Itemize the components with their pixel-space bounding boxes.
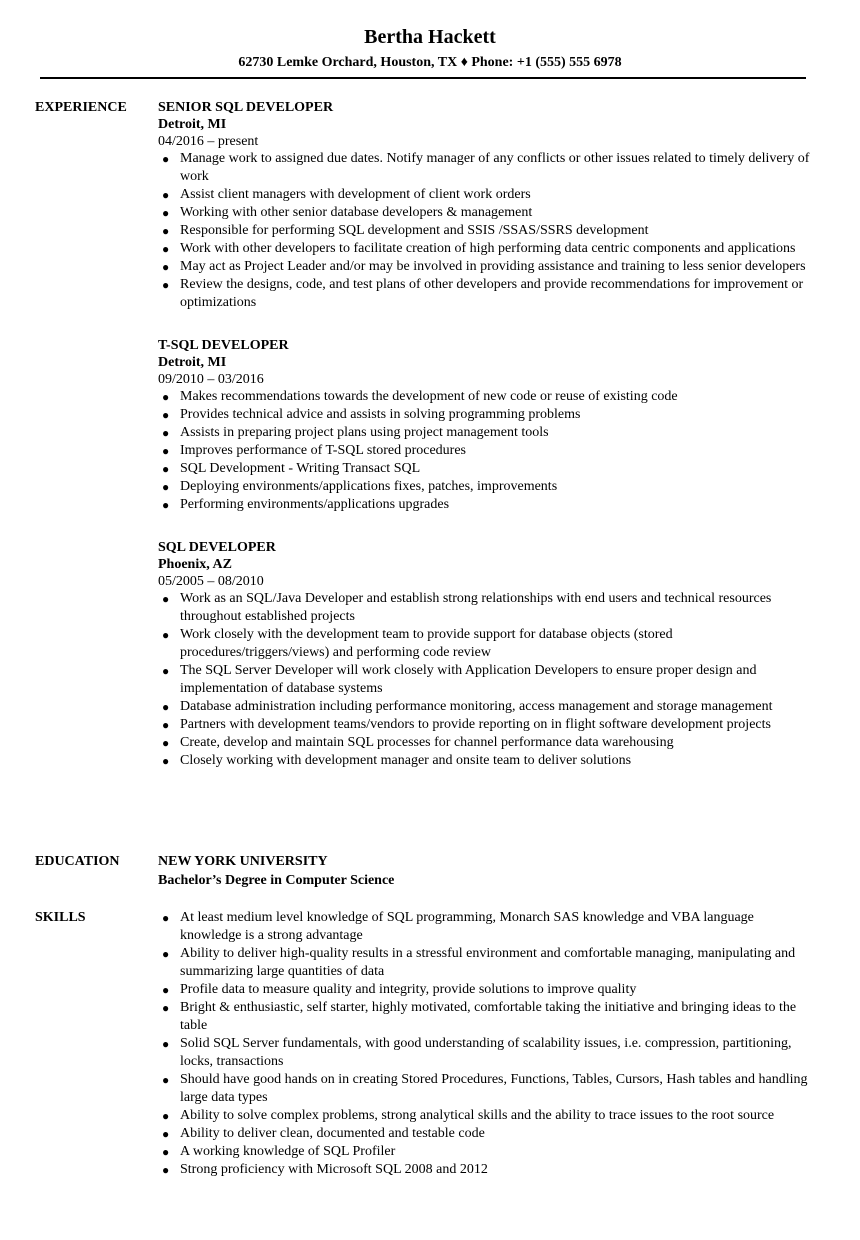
bullet-icon: ●	[162, 390, 170, 404]
list-item: ● Should have good hands on in creating Stored Procedures, Functions, Tables, Cursors, Hash tables and handling large data types	[162, 1072, 808, 1105]
list-item: ● Profile data to measure quality and integrity, provide solutions to improve quality	[162, 982, 637, 997]
job-title: SQL DEVELOPER	[158, 540, 276, 555]
list-item: ● SQL Development - Writing Transact SQL	[162, 461, 421, 476]
bullet-icon: ●	[162, 592, 170, 606]
education-body	[158, 853, 818, 889]
header-divider	[40, 77, 806, 79]
bullet-icon: ●	[162, 947, 170, 961]
list-item: ● Makes recommendations towards the development of new code or reuse of existing code	[162, 389, 678, 404]
bullet-icon: ●	[162, 911, 170, 925]
bullet-icon: ●	[162, 480, 170, 494]
bullet-icon: ●	[162, 1001, 170, 1015]
school-name: NEW YORK UNIVERSITY	[158, 854, 328, 869]
contact-line: 62730 Lemke Orchard, Houston, TX ♦ Phone: +1 (555) 555 6978	[238, 55, 622, 70]
job-dates: 09/2010 – 03/2016	[158, 372, 264, 387]
job-title: SENIOR SQL DEVELOPER	[158, 100, 334, 115]
list-item: ● Work as an SQL/Java Developer and establish strong relationships with end users and technical resources throughout established projects	[162, 591, 772, 624]
candidate-name: Bertha Hackett	[364, 26, 496, 48]
bullet-icon: ●	[162, 736, 170, 750]
bullet-icon: ●	[162, 628, 170, 642]
bullet-icon: ●	[162, 188, 170, 202]
section-label-education: EDUCATION	[35, 854, 120, 869]
job-dates: 04/2016 – present	[158, 134, 259, 149]
list-item: ● Improves performance of T-SQL stored procedures	[162, 443, 467, 458]
experience-body	[158, 99, 818, 770]
bullet-icon: ●	[162, 426, 170, 440]
list-item: ● Deploying environments/applications fixes, patches, improvements	[162, 479, 558, 494]
bullet-icon: ●	[162, 1073, 170, 1087]
bullet-icon: ●	[162, 278, 170, 292]
bullet-icon: ●	[162, 498, 170, 512]
list-item: ● Ability to deliver high-quality results in a stressful environment and comfortable managing, manipulating and summarizing large quantities of data	[162, 946, 796, 979]
bullet-icon: ●	[162, 260, 170, 274]
bullet-icon: ●	[162, 462, 170, 476]
list-item: ● Ability to deliver clean, documented and testable code	[162, 1126, 485, 1141]
list-item: ● Manage work to assigned due dates. Notify manager of any conflicts or other issues related to timely delivery of work	[162, 151, 810, 184]
bullet-icon: ●	[162, 206, 170, 220]
list-item: ● Closely working with development manager and onsite team to deliver solutions	[162, 753, 632, 768]
list-item: ● Solid SQL Server fundamentals, with good understanding of scalability issues, i.e. compression, partitioning, locks, transactions	[162, 1036, 792, 1069]
section-label-experience: EXPERIENCE	[35, 100, 127, 115]
skills-list	[158, 909, 818, 1179]
job-dates: 05/2005 – 08/2010	[158, 574, 264, 589]
list-item: ● Assist client managers with development of client work orders	[162, 187, 531, 202]
list-item: ● May act as Project Leader and/or may be involved in providing assistance and training to less senior developers	[162, 259, 806, 274]
bullet-icon: ●	[162, 242, 170, 256]
bullet-icon: ●	[162, 754, 170, 768]
list-item: ● Responsible for performing SQL development and SSIS /SSAS/SSRS development	[162, 223, 649, 238]
list-item: ● Bright & enthusiastic, self starter, highly motivated, comfortable taking the initiative and bringing ideas to the table	[162, 1000, 797, 1033]
list-item: ● Provides technical advice and assists in solving programming problems	[162, 407, 581, 422]
list-item: ● Performing environments/applications upgrades	[162, 497, 450, 512]
list-item: ● Ability to solve complex problems, strong analytical skills and the ability to trace issues to the root source	[162, 1108, 775, 1123]
skills-body	[158, 909, 818, 1179]
bullet-icon: ●	[162, 1163, 170, 1177]
list-item: ● Strong proficiency with Microsoft SQL 2008 and 2012	[162, 1162, 488, 1177]
bullet-icon: ●	[162, 224, 170, 238]
list-item: ● Work closely with the development team to provide support for database objects (stored procedures/triggers/views) and performing code review	[162, 627, 673, 660]
bullet-icon: ●	[162, 983, 170, 997]
list-item: ● Partners with development teams/vendors to provide reporting on in flight software development projects	[162, 717, 771, 732]
section-label-skills: SKILLS	[35, 910, 86, 925]
bullet-icon: ●	[162, 1037, 170, 1051]
bullet-icon: ●	[162, 700, 170, 714]
job-bullets	[158, 590, 818, 770]
list-item: ● At least medium level knowledge of SQL programming, Monarch SAS knowledge and VBA language knowledge is a strong advantage	[162, 910, 754, 943]
bullet-icon: ●	[162, 444, 170, 458]
list-item: ● Review the designs, code, and test plans of other developers and provide recommendations for improvement or optimizations	[162, 277, 804, 310]
job-location: Detroit, MI	[158, 355, 227, 370]
job-title: T-SQL DEVELOPER	[158, 338, 289, 353]
list-item: ● Work with other developers to facilitate creation of high performing data centric components and applications	[162, 241, 796, 256]
list-item: ● Database administration including performance monitoring, access management and storage management	[162, 699, 773, 714]
degree: Bachelor’s Degree in Computer Science	[158, 873, 395, 888]
job-entry	[158, 539, 818, 770]
bullet-icon: ●	[162, 152, 170, 166]
bullet-icon: ●	[162, 1145, 170, 1159]
bullet-icon: ●	[162, 664, 170, 678]
job-bullets	[158, 150, 818, 312]
job-location: Detroit, MI	[158, 117, 227, 132]
resume-header	[0, 24, 860, 72]
list-item: ● The SQL Server Developer will work closely with Application Developers to ensure proper design and implementation of database systems	[162, 663, 757, 696]
list-item: ● Assists in preparing project plans using project management tools	[162, 425, 549, 440]
bullet-icon: ●	[162, 718, 170, 732]
list-item: ● Create, develop and maintain SQL processes for channel performance data warehousing	[162, 735, 674, 750]
bullet-icon: ●	[162, 408, 170, 422]
bullet-icon: ●	[162, 1127, 170, 1141]
job-entry	[158, 99, 818, 312]
job-entry	[158, 337, 818, 514]
list-item: ● Working with other senior database developers & management	[162, 205, 533, 220]
bullet-icon: ●	[162, 1109, 170, 1123]
list-item: ● A working knowledge of SQL Profiler	[162, 1144, 396, 1159]
job-bullets	[158, 388, 818, 514]
job-location: Phoenix, AZ	[158, 557, 232, 572]
